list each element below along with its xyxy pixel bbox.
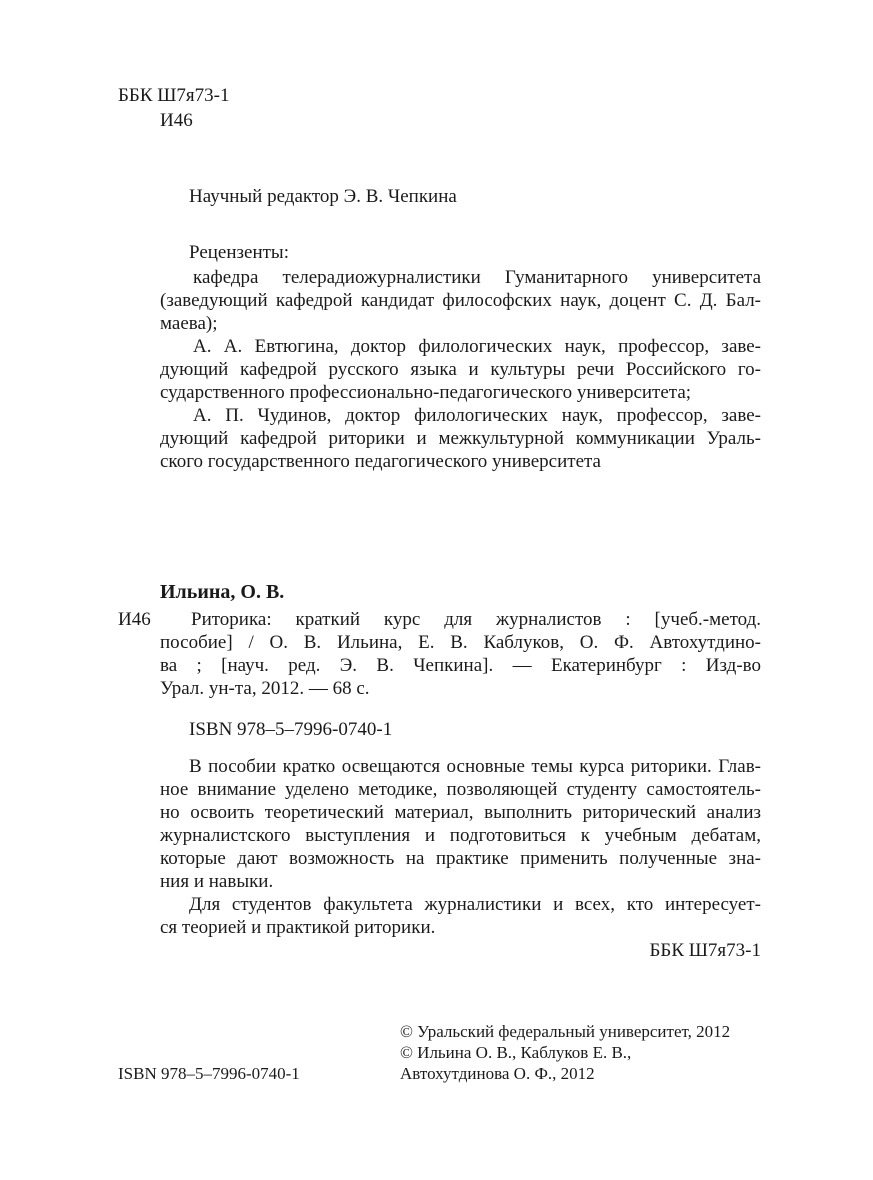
annotation-bbk: ББК Ш7я73-1 [649,940,761,961]
annotation-line: ся теорией и практикой риторики. [160,917,436,938]
footer-isbn: ISBN 978–5–7996-0740-1 [118,1064,300,1083]
annotation-line: ное внимание уделено методике, позволяющей студенту самостоятель- [160,779,761,800]
reviewers-heading: Рецензенты: [189,242,289,263]
catalog-author: Ильина, О. В. [160,581,285,603]
catalog-description-line: Урал. ун-та, 2012. — 68 с. [160,678,370,699]
reviewer-line: ского государственного педагогического университета [160,451,601,472]
annotation-line: но освоить теоретический материал, выполнить риторический анализ [160,802,761,823]
annotation-line: Для студентов факультета журналистики и всех, кто интересует- [189,894,761,915]
catalog-isbn: ISBN 978–5–7996-0740-1 [189,719,393,740]
copyright-line: © Уральский федеральный университет, 2012 [400,1022,731,1041]
reviewer-line: дующий кафедрой риторики и межкультурной коммуникации Ураль- [160,428,761,449]
reviewer-line: А. П. Чудинов, доктор филологических наук, профессор, заве- [193,405,761,426]
catalog-description-line: ва ; [науч. ред. Э. В. Чепкина]. — Екатеринбург : Изд-во [160,655,761,676]
annotation-line: журналистского выступления и подготовиться к учебным дебатам, [160,825,761,846]
author-index-top: И46 [160,110,193,131]
bbk-code-top: ББК Ш7я73-1 [118,85,230,106]
catalog-description-line: пособие] / О. В. Ильина, Е. В. Каблуков, О. Ф. Автохутдино- [160,632,761,653]
reviewer-line: кафедра телерадиожурналистики Гуманитарного университета [193,267,761,288]
catalog-description-line: Риторика: краткий курс для журналистов : [учеб.-метод. [191,609,761,630]
catalog-index: И46 [118,609,151,630]
reviewer-line: (заведующий кафедрой кандидат философских наук, доцент С. Д. Бал- [160,290,761,311]
reviewer-line: сударственного профессионально-педагогического университета; [160,382,692,403]
reviewer-line: маева); [160,313,218,334]
annotation-line: В пособии кратко освещаются основные темы курса риторики. Глав- [189,756,761,777]
reviewer-line: дующий кафедрой русского языка и культуры речи Российского го- [160,359,761,380]
copyright-line: © Ильина О. В., Каблуков Е. В., [400,1043,632,1062]
scientific-editor: Научный редактор Э. В. Чепкина [189,186,457,207]
copyright-line: Автохутдинова О. Ф., 2012 [400,1064,595,1083]
annotation-line: которые дают возможность на практике применить полученные зна- [160,848,761,869]
annotation-line: ния и навыки. [160,871,274,892]
reviewer-line: А. А. Евтюгина, доктор филологических наук, профессор, заве- [193,336,761,357]
